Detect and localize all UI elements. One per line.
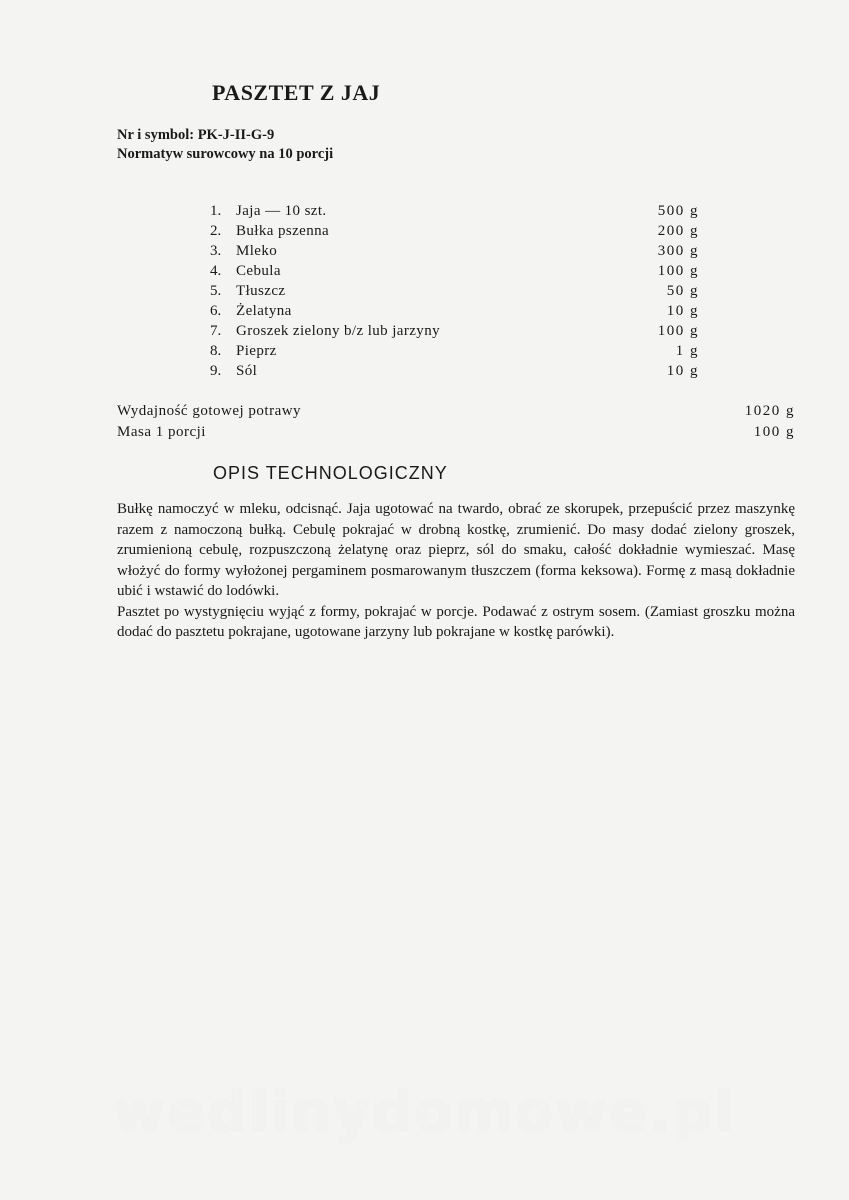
ingredient-row [210, 241, 699, 261]
ingredient-name: Żelatyna [236, 303, 292, 319]
yield-label: Wydajność gotowej potrawy [117, 403, 302, 419]
ingredient-name: Cebula [236, 263, 281, 279]
ingredient-name: Groszek zielony b/z lub jarzyny [236, 323, 441, 339]
ingredient-amount: 200 g [657, 223, 699, 239]
ingredient-number: 9. [210, 363, 222, 379]
ingredient-number: 1. [210, 203, 222, 219]
ingredient-row [210, 261, 699, 281]
ingredient-row [210, 361, 699, 381]
ingredient-name: Tłuszcz [236, 283, 286, 299]
portion-row [117, 422, 795, 443]
ingredient-number: 3. [210, 243, 222, 259]
recipe-norm: Normatyw surowcowy na 10 porcji [117, 146, 334, 162]
ingredient-number: 7. [210, 323, 222, 339]
description-paragraph: Pasztet po wystygnięciu wyjąć z formy, pokrajać w porcje. Podawać z ostrym sosem. (Zamiast groszku można dodać do pasztetu pokrajane, ugotowane jarzyny lub pokrajane w kostkę parówki). [117, 603, 795, 640]
description-paragraph: Bułkę namoczyć w mleku, odcisnąć. Jaja ugotować na twardo, obrać ze skorupek, przepuścić przez maszynkę razem z namoczoną bułką. Cebulę pokrajać w drobną kostkę, zrumienić. Do masy dodać zielony groszek, zrumienioną cebulę, rozpuszczoną żelatynę oraz pieprz, sól do smaku, całość dokładnie wymieszać. Masę włożyć do formy wyłożonej pergaminem posmarowanym tłuszczem (forma keksowa). Formę z masą dokładnie ubić i wstawić do lodówki. [117, 501, 795, 599]
ingredient-amount: 50 g [666, 283, 699, 299]
ingredient-number: 2. [210, 223, 222, 239]
recipe-meta [117, 126, 333, 164]
ingredient-number: 6. [210, 303, 222, 319]
technology-description [117, 499, 795, 643]
ingredient-row [210, 221, 699, 241]
ingredient-row [210, 201, 699, 221]
ingredient-name: Pieprz [236, 343, 277, 359]
yield-amount: 1020 g [744, 403, 795, 419]
ingredient-name: Bułka pszenna [236, 223, 330, 239]
ingredient-name: Sól [236, 363, 258, 379]
portion-amount: 100 g [753, 424, 795, 440]
ingredient-number: 8. [210, 343, 222, 359]
yield-row [117, 401, 795, 422]
ingredient-row [210, 341, 699, 361]
ingredient-row [210, 301, 699, 321]
ingredient-number: 4. [210, 263, 222, 279]
ingredient-amount: 100 g [657, 263, 699, 279]
ingredient-row [210, 281, 699, 301]
ingredient-row [210, 321, 699, 341]
ingredient-number: 5. [210, 283, 222, 299]
ingredient-amount: 300 g [657, 243, 699, 259]
ingredient-amount: 1 g [675, 343, 699, 359]
ingredient-amount: 100 g [657, 323, 699, 339]
yield-summary [117, 401, 795, 443]
ingredient-amount: 500 g [657, 203, 699, 219]
recipe-symbol: Nr i symbol: PK-J-II-G-9 [117, 127, 275, 143]
ingredient-name: Mleko [236, 243, 278, 259]
section-heading: OPIS TECHNOLOGICZNY [213, 463, 448, 483]
ingredient-amount: 10 g [666, 303, 699, 319]
ingredient-name: Jaja — 10 szt. [236, 203, 327, 219]
ingredient-list [210, 201, 699, 381]
watermark: wedlinydomowe.pl [113, 1080, 736, 1145]
ingredient-amount: 10 g [666, 363, 699, 379]
portion-label: Masa 1 porcji [117, 424, 206, 440]
recipe-title: PASZTET Z JAJ [212, 80, 381, 105]
